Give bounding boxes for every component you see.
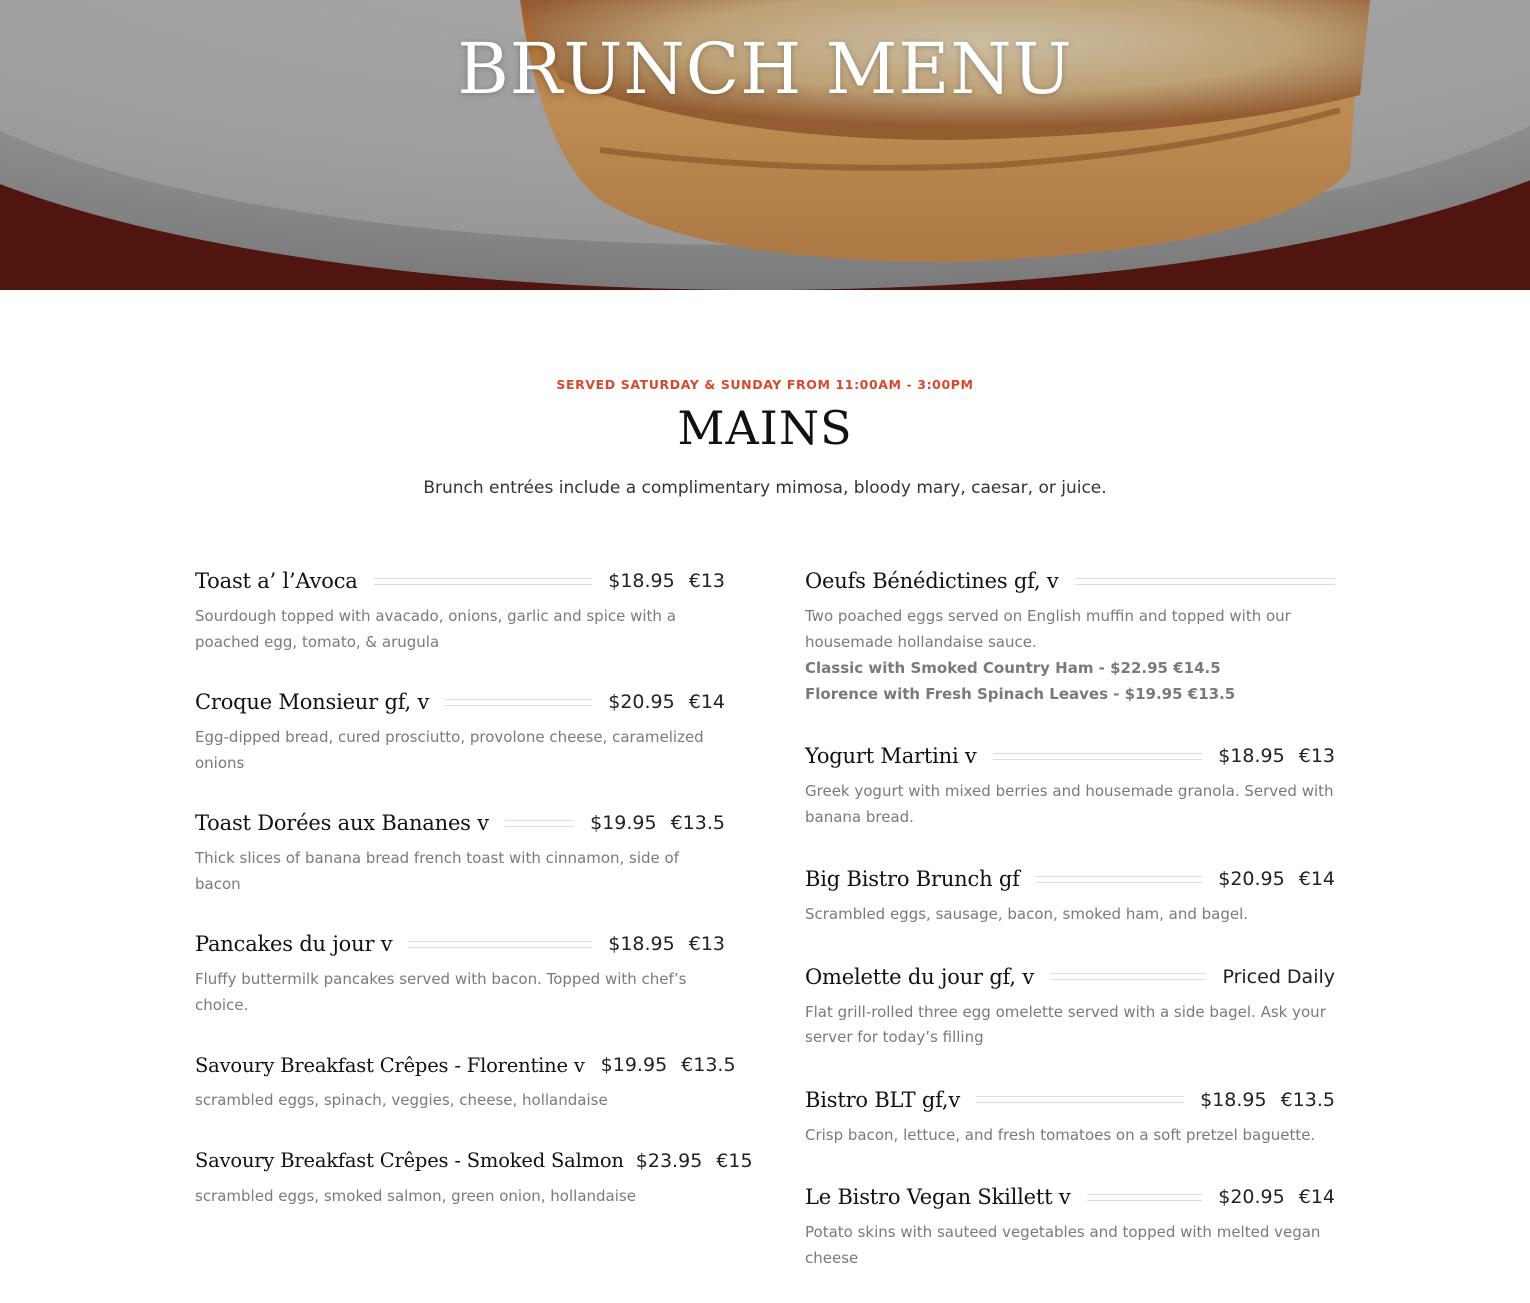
menu-item [195,564,725,655]
menu-item [805,739,1335,830]
item-name: Savoury Breakfast Crêpes - Florentine v [195,1053,585,1077]
item-name: Toast a’ l’Avoca [195,569,358,593]
price-eur: €13 [688,933,725,955]
item-name: Toast Dorées aux Bananes v [195,811,489,835]
price-eur: €15 [716,1149,753,1172]
item-description: Crisp bacon, lettuce, and fresh tomatoes on a soft pretzel baguette. [805,1125,1316,1144]
price-usd: $18.95 [1200,1088,1267,1111]
item-option: Florence with Fresh Spinach Leaves - $19.95 €13.5 [805,685,1236,703]
menu-item [805,1180,1335,1271]
leader-line [1036,876,1203,883]
price-usd: $19.95 [590,812,657,834]
price-usd: $18.95 [1218,745,1285,767]
item-option: Classic with Smoked Country Ham - $22.95 €14.5 [805,659,1221,677]
menu-item [195,1144,753,1210]
menu-item [805,960,1335,1051]
price-eur: €14 [1298,1186,1335,1208]
price-eur: €14 [1298,868,1335,890]
price-eur: €13.5 [681,1054,736,1076]
serving-hours: SERVED SATURDAY & SUNDAY FROM 11:00AM - 3:00PM [556,377,974,392]
hero-banner [0,0,1530,290]
menu-item [195,1048,736,1114]
menu-item [195,927,725,1018]
price-usd: $20.95 [608,691,675,713]
leader-line [505,820,574,827]
menu-item [805,862,1335,928]
price-usd: $23.95 [635,1149,703,1172]
item-name: Croque Monsieur gf, v [195,690,430,714]
price-eur: €14 [688,691,725,713]
price-usd: $19.95 [600,1054,668,1076]
item-description: Egg-dipped bread, cured prosciutto, provolone cheese, caramelized onions [195,728,704,772]
leader-line [408,941,592,948]
menu-item [805,564,1335,707]
section-header [0,376,1530,500]
price-eur: €13 [688,570,725,592]
item-description: Sourdough topped with avacado, onions, garlic and spice with a poached egg, tomato, & arugula [195,607,676,651]
page-title: BRUNCH MENU [457,28,1073,110]
menu-column-left [195,564,753,1239]
item-name: Yogurt Martini v [805,744,977,768]
leader-line [445,699,592,706]
menu-item [805,1083,1335,1149]
menu-item [195,685,725,776]
item-description: Potato skins with sauteed vegetables and topped with melted vegan cheese [805,1223,1321,1267]
item-name: Pancakes du jour v [195,932,393,956]
item-description: Scrambled eggs, sausage, bacon, smoked ham, and bagel. [805,905,1249,923]
section-subtitle: Brunch entrées include a complimentary mimosa, bloody mary, caesar, or juice. [423,478,1107,498]
leader-line [976,1096,1184,1103]
price-usd: $20.95 [1218,1186,1285,1208]
menu-column-right [805,564,1335,1303]
price-usd: $20.95 [1218,868,1285,890]
item-name: Le Bistro Vegan Skillett v [805,1185,1071,1209]
item-description: Flat grill-rolled three egg omelette served with a side bagel. Ask your server for today’s filling [805,1002,1326,1046]
menu-item [195,806,725,897]
price-eur: €13.5 [1280,1088,1335,1111]
item-name: Bistro BLT gf,v [805,1087,961,1112]
price-eur: €13 [1298,745,1335,767]
leader-line [1050,973,1206,980]
item-name: Savoury Breakfast Crêpes - Smoked Salmon [195,1149,624,1172]
item-description: Two poached eggs served on English muffin and topped with our housemade hollandaise sauce. [805,607,1291,651]
leader-line [993,753,1203,760]
item-description: Fluffy buttermilk pancakes served with bacon. Topped with chef’s choice. [195,970,687,1014]
leader-line [1075,578,1335,585]
item-name: Oeufs Bénédictines gf, v [805,569,1059,593]
item-description: Thick slices of banana bread french toast with cinnamon, side of bacon [195,849,680,893]
leader-line [374,578,593,585]
price-usd: $18.95 [608,933,675,955]
item-name: Omelette du jour gf, v [805,964,1034,989]
price-eur: €13.5 [670,812,725,834]
price-text: Priced Daily [1222,965,1335,988]
item-description: Greek yogurt with mixed berries and housemade granola. Served with banana bread. [805,782,1334,826]
section-title: MAINS [677,401,853,455]
item-description: scrambled eggs, smoked salmon, green onion, hollandaise [195,1186,636,1205]
item-name: Big Bistro Brunch gf [805,867,1020,891]
item-description: scrambled eggs, spinach, veggies, cheese, hollandaise [195,1091,608,1109]
price-usd: $18.95 [608,570,675,592]
leader-line [1087,1194,1203,1201]
